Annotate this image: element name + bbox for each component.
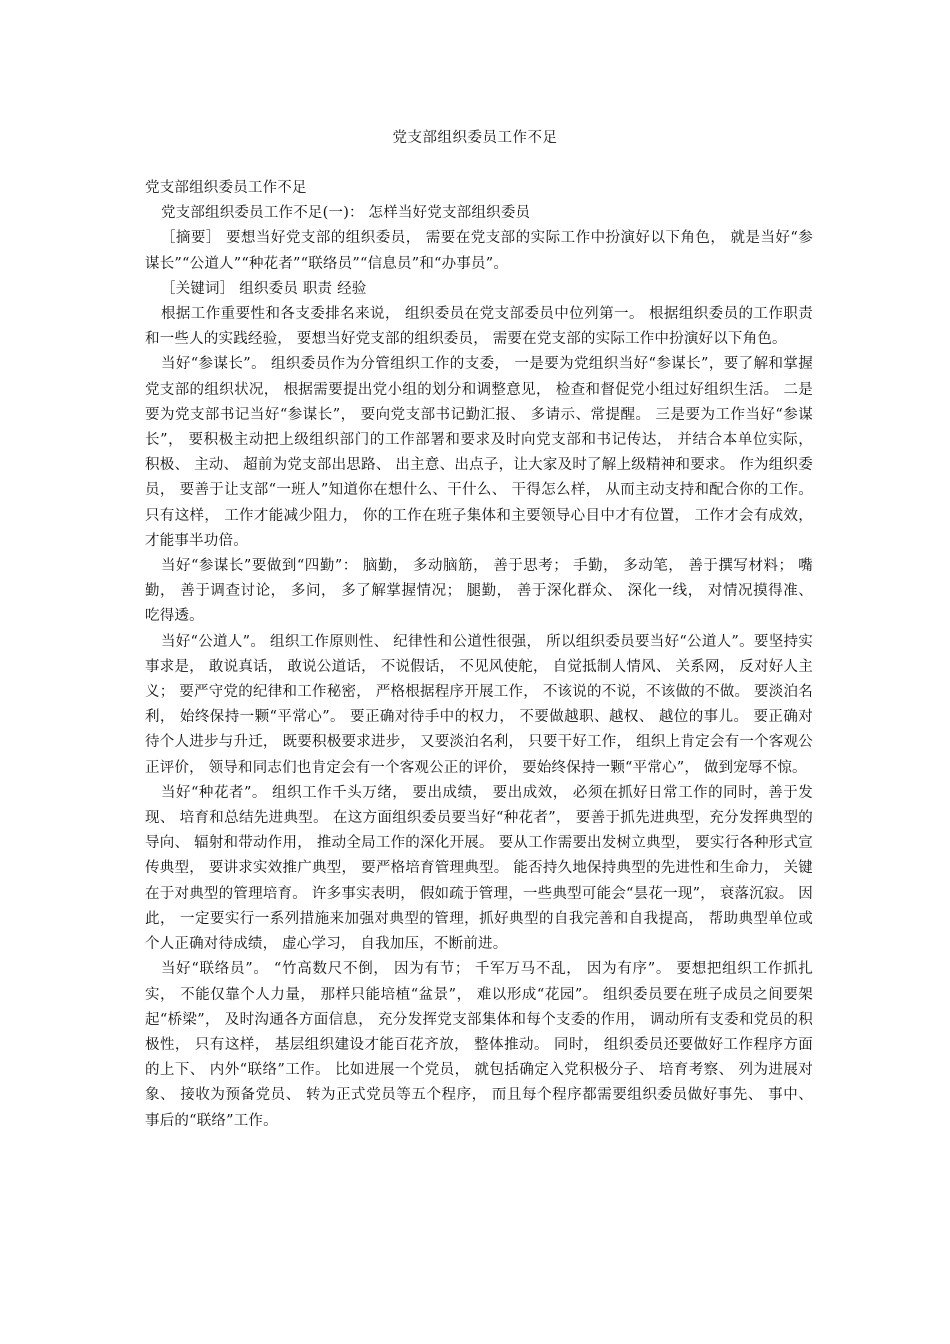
document-body <box>145 176 813 1134</box>
document-title: 党支部组织委员工作不足 <box>392 130 558 146</box>
paragraph-heading: 党支部组织委员工作不足 <box>145 180 307 196</box>
paragraph-abstract: ［摘要］ 要想当好党支部的组织委员， 需要在党支部的实际工作中扮演好以下角色， 就是当好“参谋长”“公道人”“种花者”“联络员”“信息员”和“办事员”。 <box>145 230 813 272</box>
paragraph-chief-of-staff: 当好“参谋长”。 组织委员作为分管组织工作的支委， 一是要为党组织当好“参谋长”，要了解和掌握党支部的组织状况， 根据需要提出党小组的划分和调整意见， 检查和督促党小组过好组织生活。 二是要为党支部书记当好“参谋长”， 要向党支部书记勤汇报、 多请示、常提醒。 三是要为工作当好“参谋长”， 要积极主动把上级组织部门的工作部署和要求及时向党支部和书记传达， 并结合本单位实际， 积极、 主动、 超前为党支部出思路、 出主意、出点子，让大家及时了解上级精神和要求。 作为组织委员， 要善于让支部“一班人”知道你在想什么、干什么、 干得怎么样， 从而主动支持和配合你的工作。 只有这样， 工作才能减少阻力， 你的工作在班子集体和主要领导心目中才有位置， 工作才会有成效， 才能事半功倍。 <box>145 356 813 549</box>
paragraph-fair-person: 当好“公道人”。 组织工作原则性、 纪律性和公道性很强， 所以组织委员要当好“公道人”。要坚持实事求是， 敢说真话， 敢说公道话， 不说假话， 不见风使舵， 自觉抵制人情风、 关系网， 反对好人主义； 要严守党的纪律和工作秘密， 严格根据程序开展工作， 不该说的不说，不该做的不做。 要淡泊名利， 始终保持一颗“平常心”。 要正确对待手中的权力， 不要做越职、越权、 越位的事儿。 要正确对待个人进步与升迁， 既要积极要求进步， 又要淡泊名利， 只要干好工作， 组织上肯定会有一个客观公正评价， 领导和同志们也肯定会有一个客观公正的评价， 要始终保持一颗“平常心”， 做到宠辱不惊。 <box>145 633 813 776</box>
paragraph-subtitle: 党支部组织委员工作不足(一)： 怎样当好党支部组织委员 <box>160 205 531 222</box>
paragraph-flower-planter: 当好“种花者”。 组织工作千头万绪， 要出成绩， 要出成效， 必须在抓好日常工作的同时，善于发现、 培育和总结先进典型。 在这方面组织委员要当好“种花者”， 要善于抓先进典型，充分发挥典型的导向、 辐射和带动作用， 推动全局工作的深化开展。 要从工作需要出发树立典型， 要实行各种形式宣传典型， 要讲求实效推广典型， 要严格培育管理典型。 能否持久地保持典型的先进性和生命力， 关键在于对典型的管理培育。 许多事实表明， 假如疏于管理，一些典型可能会“昙花一现”， 衰落沉寂。 因此， 一定要实行一系列措施来加强对典型的管理，抓好典型的自我完善和自我提高， 帮助典型单位或个人正确对待成绩， 虚心学习， 自我加压，不断前进。 <box>145 784 813 953</box>
paragraph-liaison: 当好“联络员”。 “竹高数尺不倒， 因为有节； 千军万马不乱， 因为有序”。 要想把组织工作抓扎实， 不能仅靠个人力量， 那样只能培植“盆景”， 难以形成“花园”。 组织委员要在班子成员之间要架起“桥梁”， 及时沟通各方面信息， 充分发挥党支部集体和每个支委的作用， 调动所有支委和党员的积极性， 只有这样， 基层组织建设才能百花齐放， 整体推动。 同时， 组织委员还要做好工作程序方面的上下、 内外“联络”工作。 比如进展一个党员， 就包括确定入党积极分子、 培育考察、 列为进展对象、 接收为预备党员、 转为正式党员等五个程序， 而且每个程序都需要组织委员做好事先、 事中、 事后的“联络”工作。 <box>145 961 813 1129</box>
paragraph-four-diligences: 当好“参谋长”要做到“四勤”： 脑勤， 多动脑筋， 善于思考； 手勤， 多动笔， 善于撰写材料； 嘴勤， 善于调查讨论， 多问， 多了解掌握情况； 腿勤， 善于深化群众、 深化一线， 对情况摸得准、 吃得透。 <box>145 558 813 625</box>
paragraph-keywords: ［关键词］ 组织委员 职责 经验 <box>160 280 367 297</box>
paragraph-intro: 根据工作重要性和各支委排名来说， 组织委员在党支部委员中位列第一。 根据组织委员的工作职责和一些人的实践经验， 要想当好党支部的组织委员， 需要在党支部的实际工作中扮演好以下角色。 <box>145 306 813 348</box>
